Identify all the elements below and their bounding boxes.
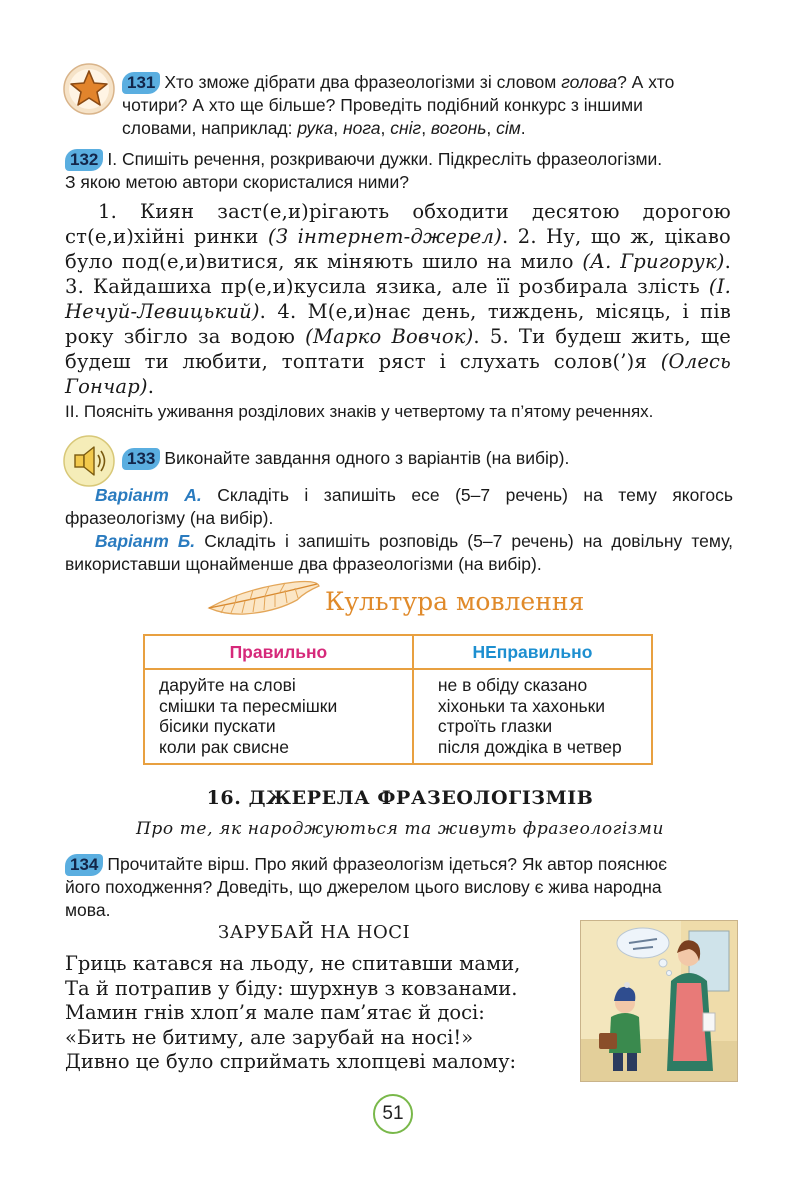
feather-icon	[205, 578, 323, 626]
list-item: даруйте на слові	[159, 675, 296, 695]
list-item: після дождіка в четвер	[437, 736, 622, 757]
poem-title: ЗАРУБАЙ НА НОСІ	[218, 922, 411, 943]
poem	[65, 952, 575, 1075]
source: (Марко Вовчок)	[305, 325, 474, 348]
star-icon	[63, 63, 115, 115]
poem-line: Дивно це було сприймать хлопцеві малому:	[65, 1050, 517, 1073]
list-item: коли рак свисне	[159, 736, 290, 757]
culture-table	[143, 634, 653, 765]
column-correct: Правильно	[144, 635, 413, 669]
exercise-number: 134	[65, 854, 103, 876]
list-item: хіхоньки та хахоньки	[437, 695, 606, 716]
list-item: смішки та пересмішки	[159, 695, 338, 716]
exercise-132-task2: ІІ. Поясніть уживання розділових знаків у четвертому та п’ятому реченнях.	[65, 402, 654, 421]
source: (З інтернет-джерел)	[268, 225, 502, 248]
page-number: 51	[373, 1094, 413, 1134]
poem-line: Та й потрапив у біду: шурхнув з ковзанами.	[65, 976, 518, 1000]
poem-line: Гриць катався на льоду, не спитавши мами,	[65, 952, 521, 975]
poem-line: «Бить не битиму, але зарубай на носі!»	[65, 1025, 474, 1049]
exercise-number: 132	[65, 149, 103, 171]
source: (А. Григорук)	[582, 250, 725, 273]
exercise-133-intro: 133 Виконайте завдання одного з варіантів (на вибір).	[122, 447, 732, 470]
speaker-icon	[63, 435, 115, 487]
exercise-number: 133	[122, 448, 160, 470]
source: (Олесь Гончар)	[65, 350, 731, 398]
source: (І. Нечуй-Левицький)	[65, 275, 731, 323]
list-item: строїть глазки	[437, 716, 553, 736]
culture-title: Культура мовлення	[325, 587, 585, 616]
section-subtitle: Про те, як народжуються та живуть фразеологізми	[135, 819, 665, 839]
exercise-number: 131	[122, 72, 160, 94]
column-wrong: НЕправильно	[413, 635, 652, 669]
list-item: бісики пускати	[159, 716, 276, 736]
poem-line: Мамин гнів хлоп’я мале пам’ятає й досі:	[65, 1001, 485, 1024]
list-item: не в обіду сказано	[437, 675, 588, 695]
exercise-132-text: 1. Киян заст(е,и)рігають обходити десятою дорогою ст(е,и)хійні ринки (З інтернет-джерел). 2. Ну, що ж, цікаво було под(е,и)витися, як міняють шило на мило (А. Григорук). 3. Кайдашиха пр(е,и)кусила язика, але її розбирала злість (І. Нечуй-Левицький). 4. М(е,и)нає день, тиждень, місяць, і пів року збігло за водою (Марко Вовчок). 5. Ти будеш жить, ще будеш ти любити, топтати ряст і слухать солов(’)я (Олесь Гончар).	[65, 200, 731, 398]
exercise-132: 132 І. Спишіть речення, розкриваючи дужки. Підкресліть фразеологізми. З якою метою автори скористалися ними?	[65, 149, 663, 192]
exercise-134: 134 Прочитайте вірш. Про який фразеологізм ідеться? Як автор пояснює його походження? Доведіть, що джерелом цього вислову є жива народна мова.	[65, 854, 668, 920]
exercise-133-variants: Варіант А. Складіть і запишіть есе (5–7 речень) на тему якогось фразеологізму (на вибір). Варіант Б. Складіть і запишіть розповідь (5–7 речень) на довільну тему, використавши щонайменше два фразеологізми (на вибір).	[65, 485, 733, 574]
illustration-mother-and-boy	[580, 920, 738, 1082]
exercise-131: 131 Хто зможе дібрати два фразеологізми зі словом голова? А хто чотири? А хто ще більше? Проведіть подібний конкурс з іншими словами, наприклад: рука, нога, сніг, вогонь, сім.	[122, 72, 675, 138]
section-heading: 16. ДЖЕРЕЛА ФРАЗЕОЛОГІЗМІВ	[206, 787, 594, 809]
